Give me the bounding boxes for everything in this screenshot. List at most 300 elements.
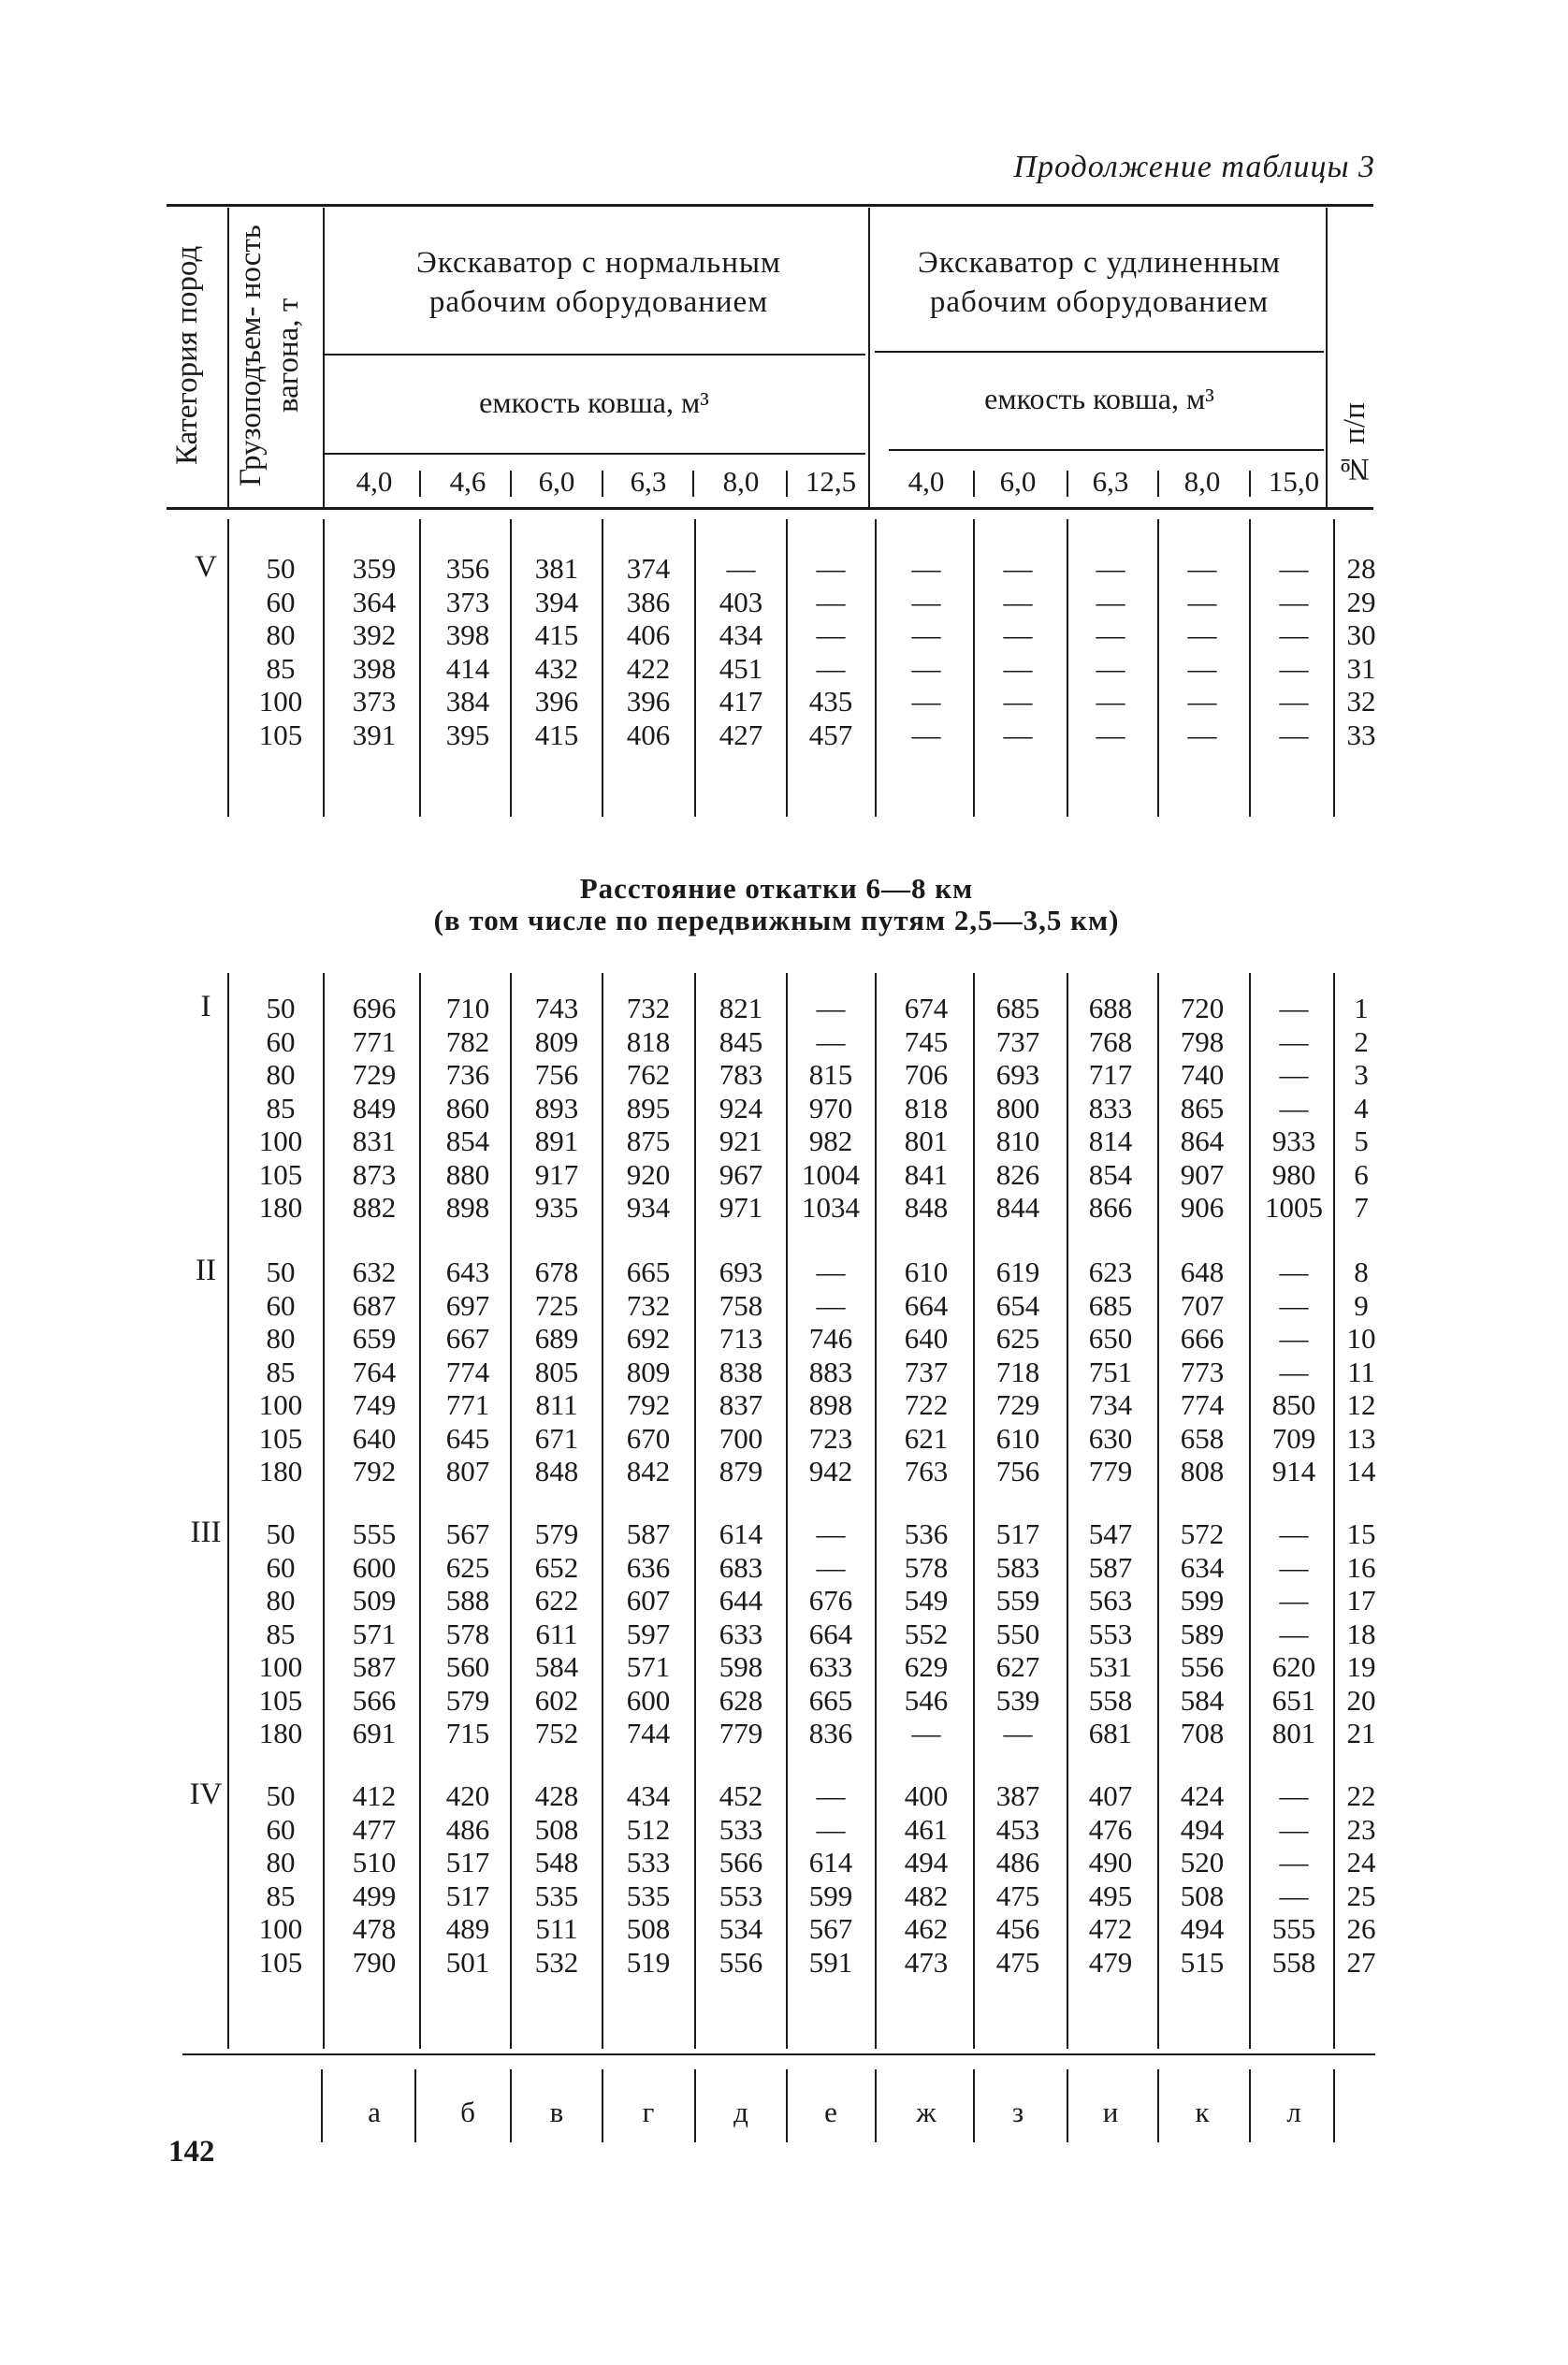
table-bottom-rule <box>182 2053 1375 2055</box>
capacity-cell: 180 <box>258 1717 303 1749</box>
size-separator <box>1067 471 1068 497</box>
value-cell: 587 <box>1088 1550 1133 1584</box>
value-cell: 611 <box>535 1617 578 1650</box>
value-cell: 432 <box>534 651 579 685</box>
row-number: 1 <box>1354 992 1369 1024</box>
value-cell: 650 <box>1088 1322 1133 1355</box>
value-cell: 555 <box>352 1517 397 1550</box>
capacity-cell: 80 <box>266 1058 296 1091</box>
capacity-cell: 100 <box>258 1912 303 1945</box>
value-cell: 536 <box>904 1517 949 1550</box>
bucket-size-normal-4: 8,0 <box>722 465 760 498</box>
column-rule-upper <box>1067 519 1068 817</box>
value-cell: 865 <box>1180 1091 1225 1124</box>
value-cell: 453 <box>995 1812 1040 1846</box>
letter-separator <box>510 2069 512 2142</box>
capacity-cell: 60 <box>266 1288 296 1322</box>
value-cell: 396 <box>626 685 671 718</box>
capacity-cell: 50 <box>266 1255 296 1288</box>
value-cell: 394 <box>534 585 579 618</box>
value-cell: 907 <box>1180 1157 1225 1191</box>
value-cell: 549 <box>904 1584 949 1617</box>
column-rule-upper <box>227 519 229 817</box>
value-cell: 392 <box>352 618 397 651</box>
value-cell: 709 <box>1271 1421 1316 1455</box>
column-rule-lower <box>1249 973 1251 2049</box>
value-cell: 610 <box>995 1421 1040 1455</box>
row-number: 26 <box>1346 1912 1376 1945</box>
value-cell: 873 <box>352 1157 397 1191</box>
value-cell: 614 <box>808 1846 853 1879</box>
value-cell: 599 <box>808 1879 853 1912</box>
value-cell: 510 <box>352 1846 397 1879</box>
column-rule-lower <box>786 973 788 2049</box>
row-number: 27 <box>1346 1945 1376 1979</box>
value-cell: — <box>911 685 941 718</box>
value-cell: 495 <box>1088 1879 1133 1912</box>
column-rule-lower <box>1333 973 1335 2049</box>
value-cell: — <box>1279 1812 1309 1846</box>
value-cell: 706 <box>904 1058 949 1091</box>
value-cell: 548 <box>534 1846 579 1879</box>
value-cell: 849 <box>352 1091 397 1124</box>
value-cell: 387 <box>995 1779 1040 1812</box>
value-cell: 494 <box>904 1846 949 1879</box>
value-cell: 478 <box>352 1912 397 1945</box>
value-cell: 473 <box>904 1945 949 1979</box>
value-cell: 412 <box>352 1779 397 1812</box>
value-cell: — <box>816 651 846 685</box>
column-rule-upper <box>510 519 512 817</box>
value-cell: 805 <box>534 1355 579 1388</box>
column-rule-upper <box>1333 519 1335 817</box>
value-cell: 381 <box>534 552 579 585</box>
value-cell: 681 <box>1088 1717 1133 1749</box>
value-cell: — <box>1279 1322 1309 1355</box>
value-cell: — <box>1187 651 1217 685</box>
value-cell: 508 <box>534 1812 579 1846</box>
value-cell: 356 <box>445 552 490 585</box>
size-rule-normal <box>323 453 865 455</box>
value-cell: 584 <box>534 1650 579 1683</box>
value-cell: 880 <box>445 1157 490 1191</box>
value-cell: 879 <box>719 1455 763 1487</box>
value-cell: 475 <box>995 1879 1040 1912</box>
value-cell: — <box>911 618 941 651</box>
value-cell: — <box>1279 552 1309 585</box>
column-rule-lower <box>1157 973 1159 2049</box>
value-cell: 1004 <box>802 1157 860 1191</box>
value-cell: — <box>1279 1584 1309 1617</box>
value-cell: — <box>911 651 941 685</box>
value-cell: 774 <box>1180 1388 1225 1421</box>
value-cell: 634 <box>1180 1550 1225 1584</box>
value-cell: 517 <box>445 1846 490 1879</box>
value-cell: 625 <box>995 1322 1040 1355</box>
column-letter-з: з <box>1011 2096 1024 2128</box>
value-cell: 666 <box>1180 1322 1225 1355</box>
value-cell: 696 <box>352 992 397 1024</box>
row-number: 28 <box>1346 552 1376 585</box>
value-cell: 841 <box>904 1157 949 1191</box>
capacity-cell: 50 <box>266 1779 296 1812</box>
column-rule-lower <box>875 973 877 2049</box>
value-cell: 567 <box>808 1912 853 1945</box>
row-number: 9 <box>1354 1288 1369 1322</box>
value-cell: 472 <box>1088 1912 1133 1945</box>
value-cell: 652 <box>534 1550 579 1584</box>
size-separator <box>510 471 512 497</box>
value-cell: 424 <box>1180 1779 1225 1812</box>
value-cell: 710 <box>445 992 490 1024</box>
row-number: 22 <box>1346 1779 1376 1812</box>
value-cell: 850 <box>1271 1388 1316 1421</box>
value-cell: 640 <box>352 1421 397 1455</box>
capacity-cell: 105 <box>258 718 303 751</box>
letter-separator <box>321 2069 323 2142</box>
value-cell: 489 <box>445 1912 490 1945</box>
value-cell: 499 <box>352 1879 397 1912</box>
value-cell: 667 <box>445 1322 490 1355</box>
value-cell: 555 <box>1271 1912 1316 1945</box>
value-cell: 854 <box>445 1124 490 1157</box>
value-cell: 414 <box>445 651 490 685</box>
value-cell: — <box>911 585 941 618</box>
size-separator <box>692 471 694 497</box>
capacity-cell: 105 <box>258 1157 303 1191</box>
value-cell: 643 <box>445 1255 490 1288</box>
value-cell: 359 <box>352 552 397 585</box>
letter-separator <box>875 2069 877 2142</box>
header-bottom-rule <box>167 507 1373 510</box>
value-cell: 578 <box>445 1617 490 1650</box>
capacity-cell: 60 <box>266 1024 296 1058</box>
value-cell: 773 <box>1180 1355 1225 1388</box>
value-cell: 517 <box>445 1879 490 1912</box>
value-cell: 914 <box>1271 1455 1316 1487</box>
column-rule-upper <box>973 519 975 817</box>
value-cell: 815 <box>808 1058 853 1091</box>
value-cell: 578 <box>904 1550 949 1584</box>
value-cell: 556 <box>1180 1650 1225 1683</box>
value-cell: 692 <box>626 1322 671 1355</box>
value-cell: 737 <box>995 1024 1040 1058</box>
letter-separator <box>1157 2069 1159 2142</box>
value-cell: 629 <box>904 1650 949 1683</box>
value-cell: 826 <box>995 1157 1040 1191</box>
capacity-cell: 100 <box>258 685 303 718</box>
value-cell: — <box>1096 552 1125 585</box>
value-cell: 860 <box>445 1091 490 1124</box>
capacity-cell: 100 <box>258 1650 303 1683</box>
value-cell: 811 <box>535 1388 578 1421</box>
value-cell: — <box>1003 651 1033 685</box>
category-I: I <box>200 990 211 1023</box>
bucket-size-normal-5: 12,5 <box>805 465 857 498</box>
value-cell: 779 <box>719 1717 763 1749</box>
row-number: 23 <box>1346 1812 1376 1846</box>
value-cell: 477 <box>352 1812 397 1846</box>
value-cell: 587 <box>352 1650 397 1683</box>
value-cell: 364 <box>352 585 397 618</box>
value-cell: 501 <box>445 1945 490 1979</box>
value-cell: 713 <box>719 1322 763 1355</box>
row-number: 7 <box>1354 1191 1369 1224</box>
capacity-cell: 105 <box>258 1945 303 1979</box>
value-cell: — <box>1187 552 1217 585</box>
column-letter-е: е <box>824 2096 837 2128</box>
value-cell: 779 <box>1088 1455 1133 1487</box>
value-cell: 821 <box>719 992 763 1024</box>
value-cell: 476 <box>1088 1812 1133 1846</box>
value-cell: 708 <box>1180 1717 1225 1749</box>
capacity-cell: 50 <box>266 552 296 585</box>
value-cell: — <box>911 1717 941 1749</box>
column-rule-lower <box>227 973 229 2049</box>
value-cell: 898 <box>445 1191 490 1224</box>
value-cell: 509 <box>352 1584 397 1617</box>
size-rule-extended <box>889 449 1324 451</box>
column-rule-lower <box>510 973 512 2049</box>
value-cell: 831 <box>352 1124 397 1157</box>
value-cell: 935 <box>534 1191 579 1224</box>
row-number: 4 <box>1354 1091 1369 1124</box>
header-divider-4 <box>1326 208 1328 507</box>
value-cell: 610 <box>904 1255 949 1288</box>
value-cell: 854 <box>1088 1157 1133 1191</box>
value-cell: 736 <box>445 1058 490 1091</box>
column-letter-л: л <box>1286 2096 1301 2128</box>
value-cell: 398 <box>352 651 397 685</box>
value-cell: 386 <box>626 585 671 618</box>
value-cell: 597 <box>626 1617 671 1650</box>
value-cell: 415 <box>534 718 579 751</box>
value-cell: 494 <box>1180 1912 1225 1945</box>
column-letter-а: а <box>368 2096 381 2128</box>
value-cell: 482 <box>904 1879 949 1912</box>
bucket-rule-extended <box>875 351 1324 353</box>
header-extended: Экскаватор с удлиненным рабочим оборудованием <box>918 246 1281 319</box>
bucket-size-normal-1: 4,6 <box>449 465 486 498</box>
value-cell: 535 <box>626 1879 671 1912</box>
value-cell: 452 <box>719 1779 763 1812</box>
row-number: 32 <box>1346 685 1376 718</box>
page-number: 142 <box>168 2135 215 2169</box>
value-cell: 737 <box>904 1355 949 1388</box>
value-cell: — <box>1279 651 1309 685</box>
value-cell: 838 <box>719 1355 763 1388</box>
column-rule-lower <box>323 973 325 2049</box>
value-cell: 700 <box>719 1421 763 1455</box>
value-cell: 566 <box>719 1846 763 1879</box>
value-cell: 546 <box>904 1683 949 1717</box>
header-normal: Экскаватор с нормальным рабочим оборудованием <box>416 246 781 319</box>
value-cell: 688 <box>1088 992 1133 1024</box>
value-cell: 683 <box>719 1550 763 1584</box>
value-cell: 808 <box>1180 1455 1225 1487</box>
capacity-cell: 80 <box>266 1584 296 1617</box>
value-cell: 644 <box>719 1584 763 1617</box>
value-cell: 833 <box>1088 1091 1133 1124</box>
value-cell: 715 <box>445 1717 490 1749</box>
value-cell: 659 <box>352 1322 397 1355</box>
column-rule-upper <box>323 519 325 817</box>
value-cell: 837 <box>719 1388 763 1421</box>
value-cell: 599 <box>1180 1584 1225 1617</box>
bucket-size-extended-7: 6,0 <box>999 465 1037 498</box>
row-number: 2 <box>1354 1024 1369 1058</box>
value-cell: — <box>1279 1288 1309 1322</box>
value-cell: 818 <box>904 1091 949 1124</box>
value-cell: 734 <box>1088 1388 1133 1421</box>
value-cell: 475 <box>995 1945 1040 1979</box>
value-cell: 508 <box>1180 1879 1225 1912</box>
header-divider-1 <box>227 208 229 507</box>
value-cell: 658 <box>1180 1421 1225 1455</box>
value-cell: 547 <box>1088 1517 1133 1550</box>
row-number: 3 <box>1354 1058 1369 1091</box>
row-number: 21 <box>1346 1717 1376 1749</box>
section-title-line-1: Расстояние откатки 6—8 км <box>579 872 974 905</box>
value-cell: 722 <box>904 1388 949 1421</box>
column-letter-д: д <box>733 2096 748 2128</box>
value-cell: 725 <box>534 1288 579 1322</box>
value-cell: 768 <box>1088 1024 1133 1058</box>
capacity-cell: 80 <box>266 1846 296 1879</box>
capacity-cell: 100 <box>258 1388 303 1421</box>
value-cell: 891 <box>534 1124 579 1157</box>
value-cell: 685 <box>995 992 1040 1024</box>
value-cell: — <box>1003 1717 1033 1749</box>
capacity-cell: 85 <box>266 1355 296 1388</box>
value-cell: 801 <box>1271 1717 1316 1749</box>
continuation-caption: Продолжение таблицы 3 <box>1013 150 1375 184</box>
value-cell: 654 <box>995 1288 1040 1322</box>
value-cell: 895 <box>626 1091 671 1124</box>
row-number: 25 <box>1346 1879 1376 1912</box>
value-cell: — <box>1187 585 1217 618</box>
value-cell: 732 <box>626 1288 671 1322</box>
bucket-size-extended-8: 6,3 <box>1092 465 1129 498</box>
row-number: 17 <box>1346 1584 1376 1617</box>
value-cell: 427 <box>719 718 763 751</box>
capacity-cell: 80 <box>266 1322 296 1355</box>
value-cell: 746 <box>808 1322 853 1355</box>
row-number: 8 <box>1354 1255 1369 1288</box>
value-cell: 517 <box>995 1517 1040 1550</box>
letter-separator <box>694 2069 696 2142</box>
row-number: 5 <box>1354 1124 1369 1157</box>
row-number: 24 <box>1346 1846 1376 1879</box>
row-number: 19 <box>1346 1650 1376 1683</box>
value-cell: — <box>1279 1879 1309 1912</box>
value-cell: — <box>1279 685 1309 718</box>
value-cell: — <box>1187 718 1217 751</box>
value-cell: 508 <box>626 1912 671 1945</box>
value-cell: 422 <box>626 651 671 685</box>
value-cell: 558 <box>1271 1945 1316 1979</box>
value-cell: 921 <box>719 1124 763 1157</box>
bucket-size-extended-6: 4,0 <box>907 465 945 498</box>
value-cell: 723 <box>808 1421 853 1455</box>
value-cell: 633 <box>808 1650 853 1683</box>
size-separator <box>973 471 975 497</box>
value-cell: 633 <box>719 1617 763 1650</box>
value-cell: — <box>1279 1255 1309 1288</box>
value-cell: 420 <box>445 1779 490 1812</box>
value-cell: 602 <box>534 1683 579 1717</box>
value-cell: 579 <box>445 1683 490 1717</box>
row-number: 10 <box>1346 1322 1376 1355</box>
value-cell: — <box>816 992 846 1024</box>
column-rule-upper <box>419 519 421 817</box>
value-cell: 589 <box>1180 1617 1225 1650</box>
capacity-cell: 85 <box>266 1617 296 1650</box>
value-cell: 678 <box>534 1255 579 1288</box>
column-rule-upper <box>786 519 788 817</box>
category-III: III <box>190 1516 222 1549</box>
value-cell: 674 <box>904 992 949 1024</box>
value-cell: — <box>816 1550 846 1584</box>
value-cell: — <box>1003 718 1033 751</box>
capacity-cell: 100 <box>258 1124 303 1157</box>
value-cell: 373 <box>352 685 397 718</box>
column-rule-upper <box>875 519 877 817</box>
value-cell: — <box>1096 585 1125 618</box>
value-cell: — <box>816 1255 846 1288</box>
value-cell: 670 <box>626 1421 671 1455</box>
value-cell: 800 <box>995 1091 1040 1124</box>
row-number: 30 <box>1346 618 1376 651</box>
value-cell: — <box>1187 685 1217 718</box>
value-cell: 893 <box>534 1091 579 1124</box>
value-cell: 729 <box>352 1058 397 1091</box>
size-separator <box>602 471 603 497</box>
value-cell: 531 <box>1088 1650 1133 1683</box>
value-cell: 836 <box>808 1717 853 1749</box>
value-cell: 782 <box>445 1024 490 1058</box>
value-cell: 790 <box>352 1945 397 1979</box>
value-cell: 697 <box>445 1288 490 1322</box>
category-IV: IV <box>189 1777 223 1811</box>
value-cell: 640 <box>904 1322 949 1355</box>
value-cell: — <box>1279 992 1309 1024</box>
row-number: 15 <box>1346 1517 1376 1550</box>
letter-separator <box>414 2069 416 2142</box>
value-cell: — <box>816 1517 846 1550</box>
value-cell: — <box>816 1024 846 1058</box>
value-cell: 764 <box>352 1355 397 1388</box>
size-separator <box>786 471 788 497</box>
value-cell: 771 <box>445 1388 490 1421</box>
value-cell: 718 <box>995 1355 1040 1388</box>
value-cell: 774 <box>445 1355 490 1388</box>
value-cell: 428 <box>534 1779 579 1812</box>
value-cell: 665 <box>626 1255 671 1288</box>
value-cell: — <box>816 618 846 651</box>
value-cell: 559 <box>995 1584 1040 1617</box>
value-cell: 751 <box>1088 1355 1133 1388</box>
value-cell: 842 <box>626 1455 671 1487</box>
value-cell: 934 <box>626 1191 671 1224</box>
header-divider-3 <box>868 208 870 507</box>
column-letter-б: б <box>460 2096 475 2128</box>
capacity-cell: 180 <box>258 1455 303 1487</box>
row-number: 16 <box>1346 1550 1376 1584</box>
value-cell: — <box>816 552 846 585</box>
value-cell: 571 <box>352 1617 397 1650</box>
capacity-cell: 105 <box>258 1683 303 1717</box>
